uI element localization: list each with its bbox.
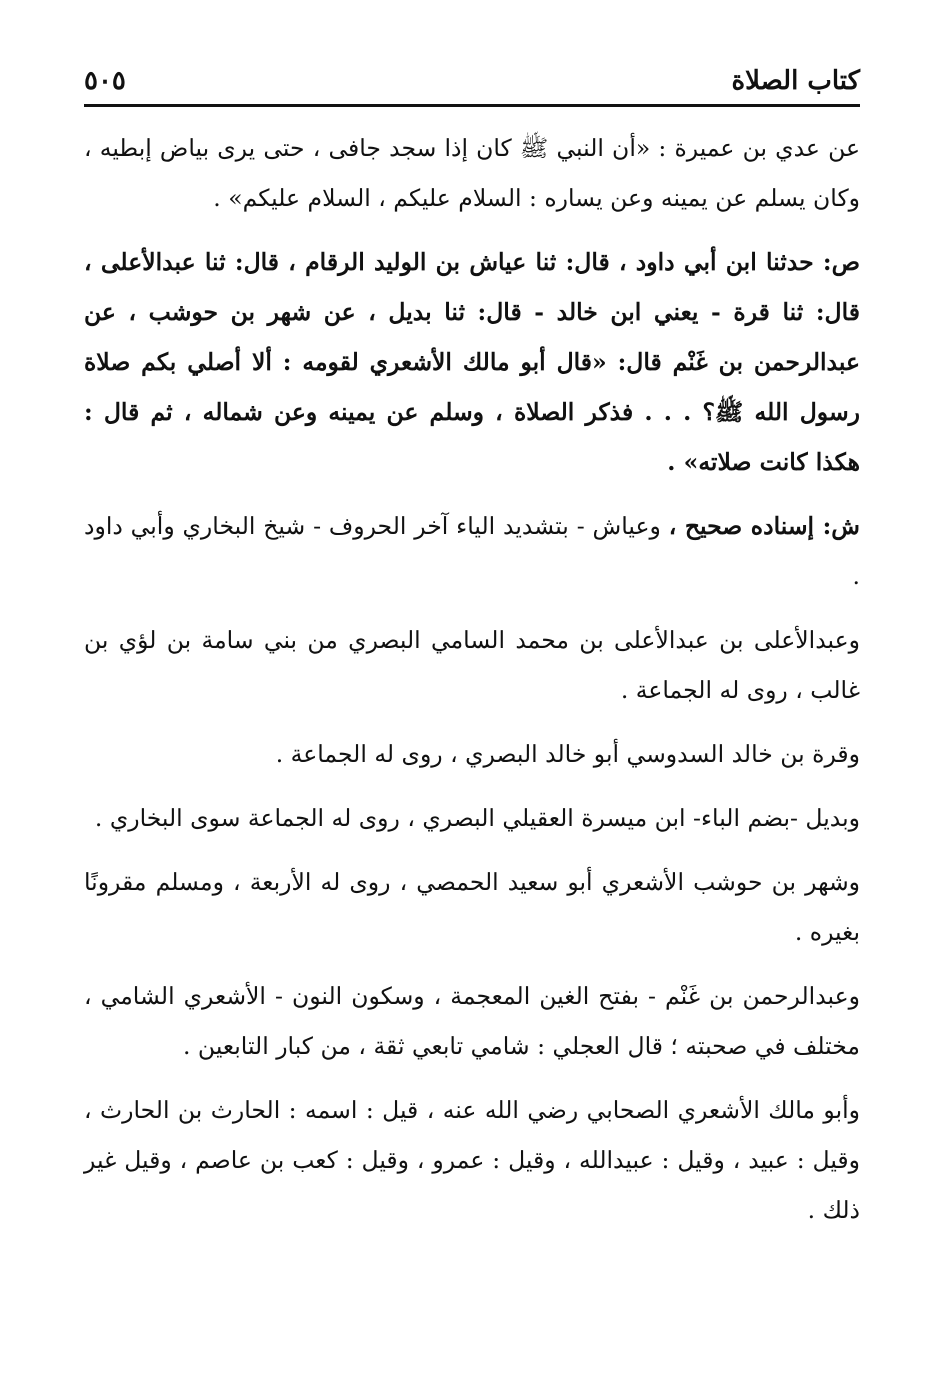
paragraph-text: عن عدي بن عميرة : «أن النبي ﷺ كان إذا سجد جافى ، حتى يرى بياض إبطيه ، وكان يسلم عن يمينه وعن يساره : السلام عليكم ، السلام عليكم» . [84,134,860,212]
paragraph-isnad [84,237,860,487]
paragraph-text: وعياش - بتشديد الياء آخر الحروف - شيخ البخاري وأبي داود . [84,512,860,590]
page-number: ٥٠٥ [84,66,126,96]
page-header [84,58,860,102]
paragraph-narrator [84,971,860,1071]
paragraph-text: وشهر بن حوشب الأشعري أبو سعيد الحمصي ، روى له الأربعة ، ومسلم مقرونًا بغيره . [84,868,860,946]
paragraph-text: وبديل -بضم الباء- ابن ميسرة العقيلي البصري ، روى له الجماعة سوى البخاري . [94,804,860,832]
paragraph-text: وأبو مالك الأشعري الصحابي رضي الله عنه ، قيل : اسمه : الحارث بن الحارث ، وقيل : عبيد ، وقيل : عبيدالله ، وقيل : عمرو ، وقيل : كعب بن عاصم ، وقيل غير ذلك . [84,1096,860,1224]
paragraph-narrator [84,729,860,779]
header-rule [84,104,860,107]
page-body [84,123,860,1235]
paragraph-text: وعبدالرحمن بن غَنْم - بفتح الغين المعجمة ، وسكون النون - الأشعري الشامي ، مختلف في صحبته ؛ قال العجلي : شامي تابعي ثقة ، من كبار التابعين . [84,982,860,1060]
paragraph-narrator [84,857,860,957]
running-title: كتاب الصلاة [731,66,860,96]
paragraph-text: حدثنا ابن أبي داود ، قال: ثنا عياش بن الوليد الرقام ، قال: ثنا عبدالأعلى ، قال: ثنا قرة - يعني ابن خالد - قال: ثنا بديل ، عن شهر بن حوشب ، عن عبدالرحمن بن غَنْم قال: «قال أبو مالك الأشعري لقومه : ألا أصلي بكم صلاة رسول الله ﷺ؟ . . . فذكر الصلاة ، وسلم عن يمينه وعن شماله ، ثم قال : هكذا كانت صلاته» . [84,248,860,476]
paragraph-narrator [84,615,860,715]
paragraph-narrator [84,1085,860,1235]
paragraph-lead: ص: [822,248,860,276]
paragraph-text: وقرة بن خالد السدوسي أبو خالد البصري ، روى له الجماعة . [275,740,860,768]
paragraph-lead: ش: إسناده صحيح ، [668,512,860,540]
paragraph-text: وعبدالأعلى بن عبدالأعلى بن محمد السامي البصري من بني سامة بن لؤي بن غالب ، روى له الجماعة . [84,626,860,704]
paragraph-commentary [84,501,860,601]
paragraph-hadith-text [84,123,860,223]
paragraph-narrator [84,793,860,843]
